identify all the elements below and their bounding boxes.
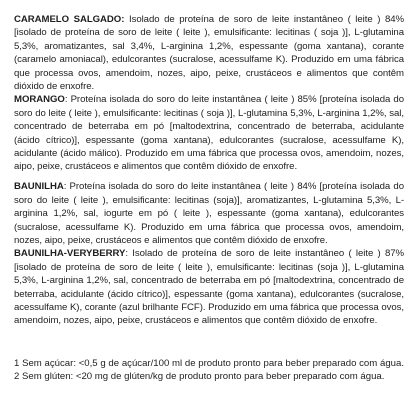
flavor-name: BAUNILHA-VERYBERRY [14, 248, 126, 260]
flavor-name: MORANGO [14, 94, 65, 106]
flavor-ingredients: Isolado de proteína de soro de leite instantâneo ( leite ) 84% [isolado de proteína de soro de leite ( leite ), emulsificante: lecitinas ( soja )], L-glutamina 5,3%, aromatizantes, sal 3,4%, L-arginina 1,2%, espessante (goma xantana), corante (caramelo amoniacal), edulcorantes (sucralose, acessulfame K). Produzido em uma fábrica que processa ovos, amendoim, nozes, aipo, peixe, crustáceos e alimentos que contêm dióxido de enxofre. [14, 14, 404, 93]
flavor-morango [14, 93, 404, 173]
flavor-ingredients: : Proteína isolada do soro do leite instantânea ( leite ) 84% [proteína isolada do soro do leite ( leite ), emulsificante: lecitinas (soja)], aromatizantes, L-glutamina 5,3%, L-arginina 1,2%, sal, iogurte em pó ( leite ), espessante (goma xantana), edulcorantes (sucralose, acessulfame K). Produzido em uma fábrica que processa ovos, amendoim, nozes, aipo, peixe, crustáceos e alimentos que contêm dióxido de enxofre. [14, 181, 404, 246]
ingredients-document [14, 13, 404, 328]
footnote: 1 Sem açúcar: <0,5 g de açúcar/100 ml de produto pronto para beber preparado com água. 2 Sem glúten: <20 mg de glúten/kg de produto pronto para beber preparado com água. [14, 358, 404, 383]
flavor-ingredients: : Isolado de proteína de soro de leite instantâneo ( leite ) 87% [isolado de proteína de soro de leite ( leite ), emulsificante: lecitinas (soja )], L-glutamina 5,3%, L-arginina 1,2%, sal, concentrado de beterraba em pó [maltodextrina, concentrado de beterraba, acidulante (ácido cítrico)], espessante (goma xantana), edulcorantes (sucralose, acessulfame K), corante (azul brilhante FCF). Produzido em uma fábrica que processa ovos, amendoim, nozes, aipo, peixe, crustáceos e alimentos que contêm dióxido de enxofre. [14, 248, 404, 327]
flavor-baunilha-veryberry [14, 247, 404, 327]
flavor-baunilha [14, 180, 404, 247]
flavor-ingredients: : Proteína isolada do soro do leite instantânea ( leite ) 85% [proteína isolada do soro do leite ( leite ), emulsificante: lecitinas ( soja )], L-glutamina 5,3%, L-arginina 1,2%, sal, concentrado de beterraba em pó [maltodextrina, concentrado de beterraba, acidulante (ácido cítrico)], espessante (goma xantana), edulcorantes (sucralose, acessulfame K), acidulante (ácido málico). Produzido em uma fábrica que processa ovos, amendoim, nozes, aipo, peixe, crustáceos e alimentos que contêm dióxido de enxofre. [14, 94, 404, 173]
flavor-name: CARAMELO SALGADO: [14, 14, 125, 25]
flavor-name: BAUNILHA [14, 181, 64, 193]
flavor-caramelo-salgado [14, 13, 404, 93]
